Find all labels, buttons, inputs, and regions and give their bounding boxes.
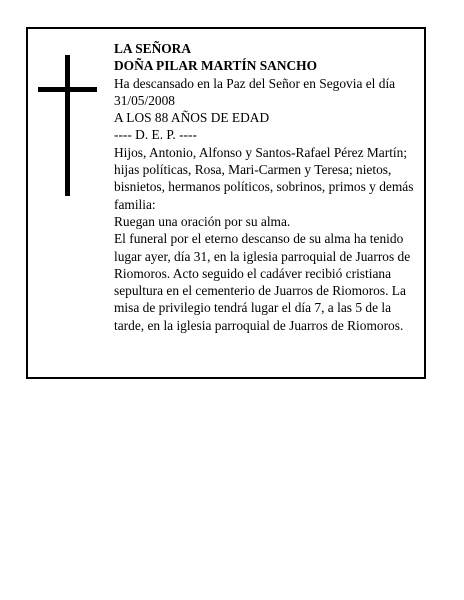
deceased-name: DOÑA PILAR MARTÍN SANCHO (114, 58, 318, 74)
obituary-notice (26, 27, 426, 379)
family-list: Hijos, Antonio, Alfonso y Santos-Rafael Pérez Martín; hijas políticas, Rosa, Mari-Carmen y Teresa; nietos, bisnietos, hermanos políticos, sobrinos, primos y demás familia: (114, 144, 414, 212)
cross-vertical-bar (65, 55, 70, 196)
rest-statement: Ha descansado en la Paz del Señor en Segovia el día 31/05/2008 (114, 75, 396, 108)
prayer-request: Ruegan una oración por su alma. (114, 213, 291, 229)
funeral-details: El funeral por el eterno descanso de su alma ha tenido lugar ayer, día 31, en la iglesia parroquial de Juarros de Riomoros. Acto seguido el cadáver recibió cristiana sepultura en el cementerio de Juarros de Riomoros. La misa de privilegio tendrá lugar el día 7, a las 5 de la tarde, en la iglesia parroquial de Juarros de Riomoros. (114, 231, 411, 333)
honorific: LA SEÑORA (114, 41, 192, 56)
cross-horizontal-bar (38, 87, 97, 92)
notice-body (114, 40, 424, 334)
age-line: A LOS 88 AÑOS DE EDAD (114, 110, 270, 126)
rip-line: ---- D. E. P. ---- (114, 127, 197, 143)
